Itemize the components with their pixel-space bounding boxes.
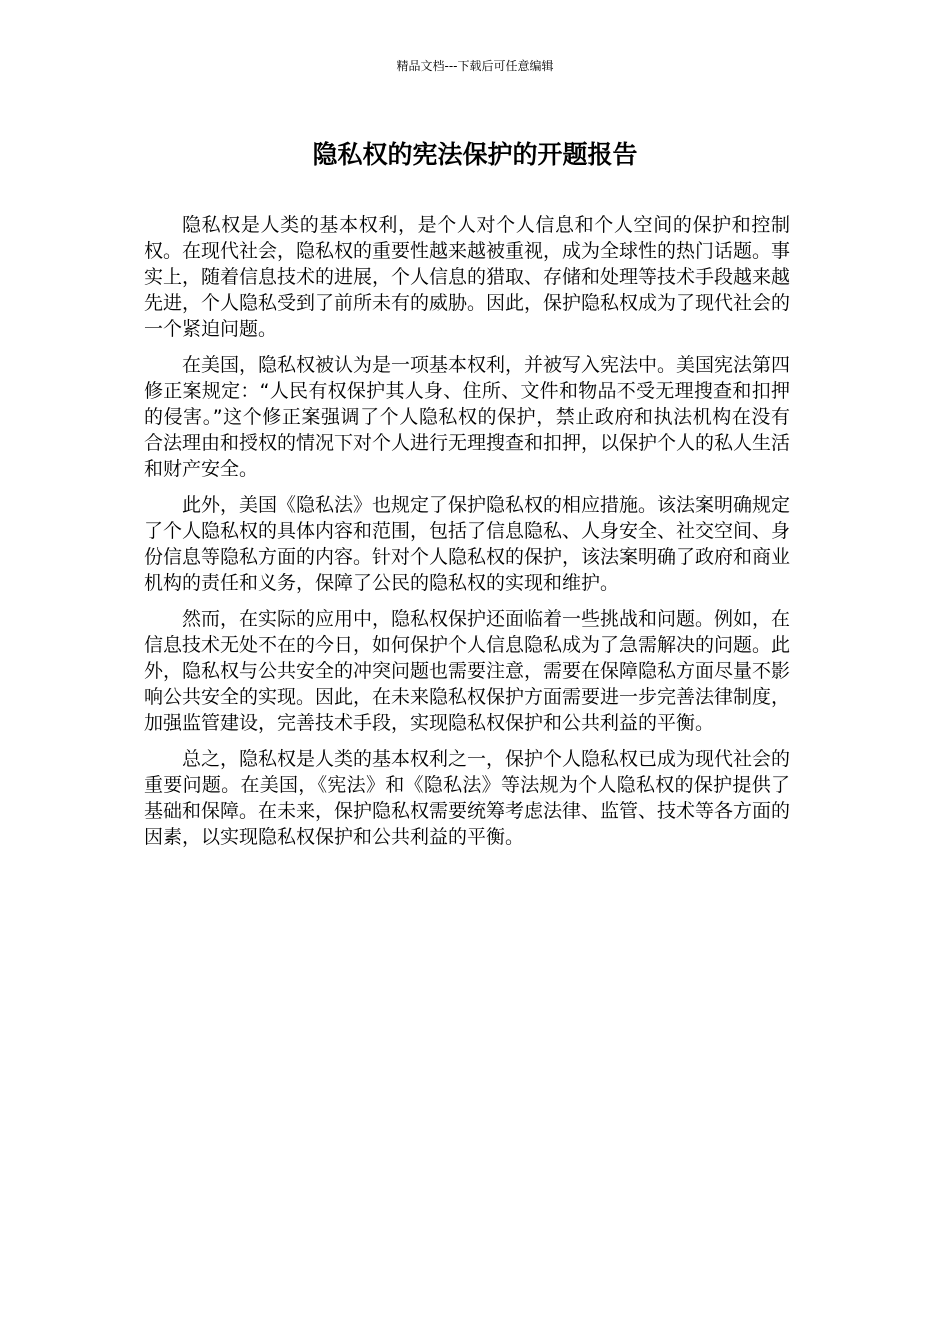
paragraph-4: 然而，在实际的应用中，隐私权保护还面临着一些挑战和问题。例如，在信息技术无处不在的今日，如何保护个人信息隐私成为了急需解决的问题。此外，隐私权与公共安全的冲突问题也需要注意，需要在保障隐私方面尽量不影响公共安全的实现。因此，在未来隐私权保护方面需要进一步完善法律制度，加强监管建设，完善技术手段，实现隐私权保护和公共利益的平衡。 — [144, 608, 791, 734]
document-body — [144, 212, 790, 860]
document-title: 隐私权的宪法保护的开题报告 — [312, 140, 638, 169]
header-note: 精品文档---下载后可任意编辑 — [396, 59, 554, 73]
paragraph-5: 总之，隐私权是人类的基本权利之一，保护个人隐私权已成为现代社会的重要问题。在美国，《宪法》和《隐私法》等法规为个人隐私权的保护提供了基础和保障。在未来，保护隐私权需要统筹考虑法律、监管、技术等各方面的因素，以实现隐私权保护和公共利益的平衡。 — [144, 748, 791, 848]
paragraph-1: 隐私权是人类的基本权利，是个人对个人信息和个人空间的保护和控制权。在现代社会，隐私权的重要性越来越被重视，成为全球性的热门话题。事实上，随着信息技术的进展，个人信息的猎取、存储和处理等技术手段越来越先进，个人隐私受到了前所未有的威胁。因此，保护隐私权成为了现代社会的一个紧迫问题。 — [144, 214, 791, 340]
paragraph-2: 在美国，隐私权被认为是一项基本权利，并被写入宪法中。美国宪法第四修正案规定：“人民有权保护其人身、住所、文件和物品不受无理搜查和扣押的侵害。”这个修正案强调了个人隐私权的保护，禁止政府和执法机构在没有合法理由和授权的情况下对个人进行无理搜查和扣押，以保护个人的私人生活和财产安全。 — [144, 354, 791, 480]
paragraph-3: 此外，美国《隐私法》也规定了保护隐私权的相应措施。该法案明确规定了个人隐私权的具体内容和范围，包括了信息隐私、人身安全、社交空间、身份信息等隐私方面的内容。针对个人隐私权的保护，该法案明确了政府和商业机构的责任和义务，保障了公民的隐私权的实现和维护。 — [144, 494, 791, 594]
